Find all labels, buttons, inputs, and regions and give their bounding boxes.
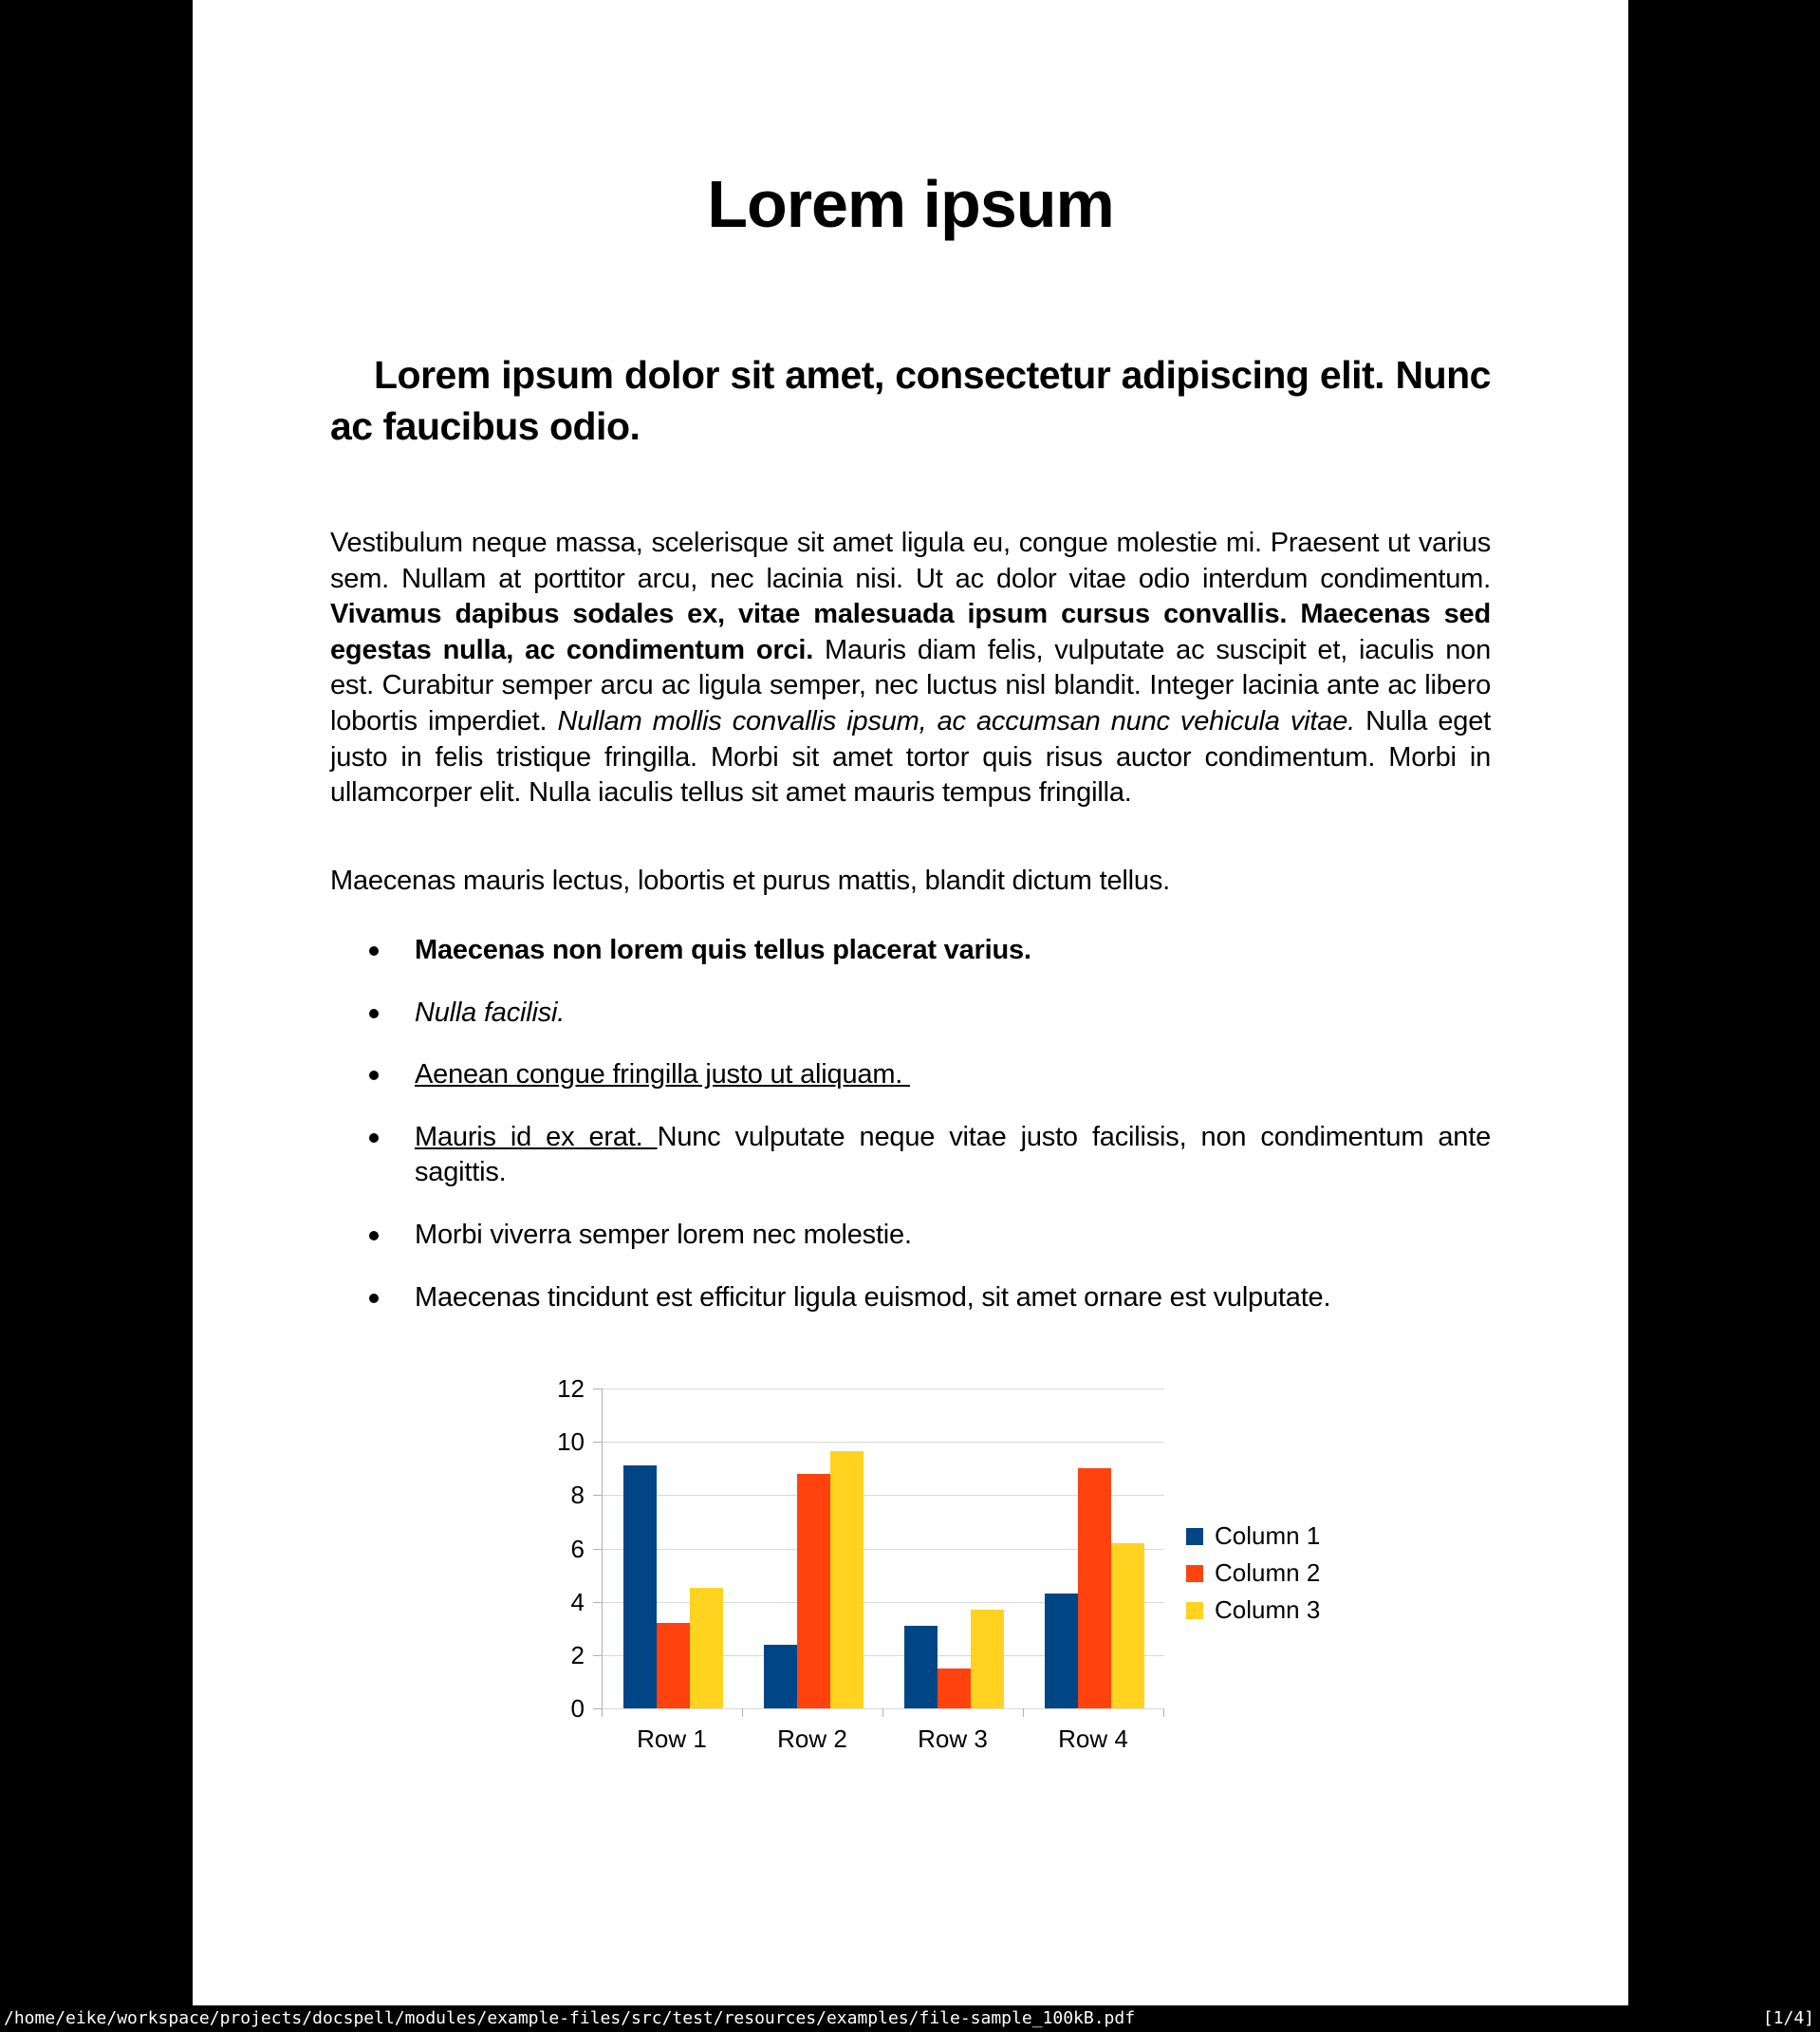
bullet-icon [369,1071,379,1080]
chart-gridline [603,1655,1164,1656]
text-run-normal: Nunc vulputate neque vitae justo facilisis, non condimentum ante sagittis. [415,1121,1492,1188]
y-axis-tick [593,1655,602,1656]
bar-row1-column1 [623,1465,657,1708]
list-item [415,933,1491,969]
bar-row4-column1 [1045,1594,1078,1708]
bullet-icon [369,946,379,956]
y-axis-tick [593,1602,602,1603]
y-axis-label: 0 [570,1694,585,1723]
chart-gridline [603,1708,1164,1709]
legend-swatch [1186,1528,1203,1545]
bar-row3-column3 [971,1610,1004,1708]
bar-row3-column2 [938,1668,971,1708]
list-item [415,1280,1491,1316]
legend-item [1186,1518,1320,1555]
y-axis-label: 10 [557,1427,585,1457]
chart-legend [1186,1518,1320,1629]
bullet-icon [369,1294,379,1303]
y-axis-label: 12 [557,1374,585,1403]
chart-gridline [603,1495,1164,1496]
bullet-icon [369,1231,379,1240]
body-paragraph-1 [330,526,1491,811]
legend-item [1186,1592,1320,1629]
bar-row4-column2 [1078,1468,1111,1708]
legend-swatch [1186,1565,1203,1582]
x-axis-label: Row 4 [1058,1724,1128,1753]
legend-swatch [1186,1602,1203,1619]
y-axis-tick [593,1708,602,1709]
text-run-underline: Aenean congue fringilla justo ut aliquam. [415,1059,910,1091]
chart-gridline [603,1549,1164,1550]
bar-row3-column1 [904,1626,938,1708]
text-run-bold: Vivamus dapibus sodales ex, vitae malesuada ipsum cursus convallis. Maecenas sed egestas nulla, ac condimentum orci. [330,599,1491,665]
bullet-icon [369,1009,379,1018]
x-axis-tick [1163,1708,1164,1717]
list-item [415,996,1491,1032]
text-run-normal: Maecenas tincidunt est efficitur ligula euismod, sit amet ornare est vulputate. [415,1281,1331,1313]
text-run-normal: Morbi viverra semper lorem nec molestie. [415,1219,912,1250]
y-axis-tick [593,1495,602,1496]
x-axis-label: Row 2 [777,1724,847,1753]
y-axis-label: 8 [570,1481,585,1510]
text-run-normal: Nulla eget justo in felis tristique fringilla. Morbi sit amet tortor quis risus auctor condimentum. Morbi in ullamcorper elit. Nulla iaculis tellus sit amet mauris tempus fringilla. [330,705,1491,809]
x-axis-label: Row 3 [918,1724,988,1753]
text-run-normal: Mauris diam felis, vulputate ac suscipit et, iaculis non est. Curabitur semper arcu ac ligula semper, nec luctus nisl blandit. Integer lacinia ante ac libero lobortis imperdiet. [330,634,1491,736]
pdf-page[interactable] [193,0,1628,2005]
legend-item [1186,1555,1320,1592]
y-axis-tick [593,1549,602,1550]
text-run-italic: Nullam mollis convallis ipsum, ac accumsan nunc vehicula vitae. [557,705,1366,736]
chart-gridline [603,1602,1164,1603]
legend-label: Column 1 [1215,1521,1321,1550]
x-axis-label: Row 1 [637,1724,707,1753]
text-run-underline: Mauris id ex erat. [415,1121,658,1152]
bullet-list [330,933,1491,1342]
document-title: Lorem ipsum [707,167,1114,241]
list-item [415,1218,1491,1254]
x-axis-tick [602,1708,603,1717]
legend-label: Column 3 [1215,1595,1321,1624]
body-paragraph-2: Maecenas mauris lectus, lobortis et purus mattis, blandit dictum tellus. [330,866,1170,896]
y-axis-label: 4 [570,1587,585,1616]
bar-row1-column3 [690,1588,723,1708]
y-axis-tick [593,1442,602,1443]
bar-row4-column3 [1111,1543,1144,1708]
bullet-icon [369,1133,379,1143]
chart-gridline [603,1442,1164,1443]
legend-label: Column 2 [1215,1558,1321,1587]
chart-plot-area [602,1389,1164,1708]
text-run-italic: Nulla facilisi. [415,997,566,1028]
x-axis-tick [882,1708,883,1717]
y-axis-label: 2 [570,1640,585,1669]
list-item [415,1120,1491,1191]
text-run-bold: Maecenas non lorem quis tellus placerat varius. [415,935,1031,965]
statusbar-page-indicator: [1/4] [1762,2008,1814,2028]
bar-row2-column1 [764,1645,797,1708]
y-axis-label: 6 [570,1534,585,1563]
statusbar [0,2005,1820,2032]
bar-row1-column2 [657,1623,690,1708]
x-axis-tick [1023,1708,1024,1717]
text-run-normal: Vestibulum neque massa, scelerisque sit amet ligula eu, congue molestie mi. Praesent ut varius sem. Nullam at porttitor arcu, nec lacinia nisi. Ut ac dolor vitae odio interdum condimentum. [330,528,1491,594]
document-subtitle: Lorem ipsum dolor sit amet, consectetur adipiscing elit. Nunc ac faucibus odio. [330,353,1491,448]
bar-row2-column3 [830,1451,864,1708]
bar-row2-column2 [797,1474,830,1708]
x-axis-tick [742,1708,743,1717]
statusbar-file-path: /home/eike/workspace/projects/docspell/modules/example-files/src/test/resources/examples/file-sample_100kB.pdf [4,2008,1136,2028]
list-item [415,1057,1491,1093]
